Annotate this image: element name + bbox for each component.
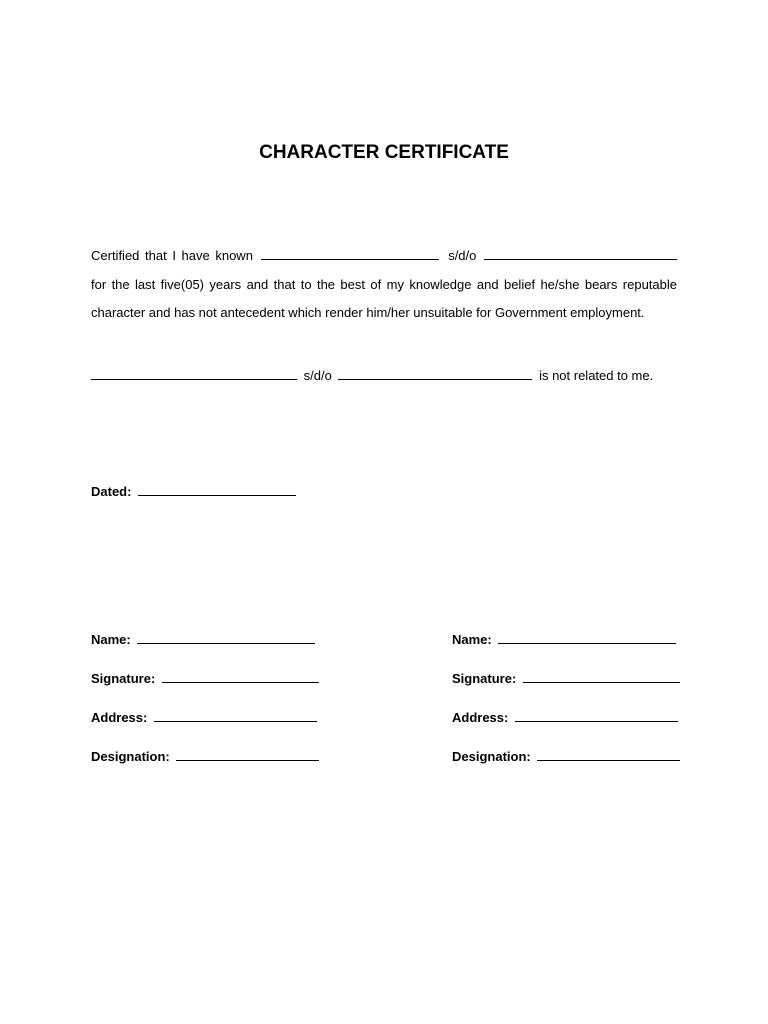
dated-label: Dated:	[91, 484, 132, 499]
certificate-paragraph	[91, 242, 677, 328]
right-designation-blank[interactable]	[537, 748, 680, 761]
intro-text: Certified that I have known	[91, 248, 253, 263]
right-address-label: Address:	[452, 710, 509, 725]
page-title: CHARACTER CERTIFICATE	[259, 142, 509, 163]
body-text: for the last five(05) years and that to the best of my knowledge and belief he/she bears reputable character and has not antecedent which render him/her unsuitable for Government employment.	[91, 276, 677, 320]
right-address-line	[452, 709, 678, 725]
right-signature-blank[interactable]	[523, 670, 680, 683]
left-address-label: Address:	[91, 710, 148, 725]
person-name-blank[interactable]	[261, 247, 439, 260]
parent-name-blank[interactable]	[484, 247, 677, 260]
left-name-blank[interactable]	[137, 631, 315, 644]
left-address-line	[91, 709, 317, 725]
right-designation-label: Designation:	[452, 749, 531, 764]
right-address-blank[interactable]	[515, 709, 678, 722]
relation-tail-text: is not related to me.	[539, 368, 654, 383]
left-designation-line	[91, 748, 319, 764]
left-designation-blank[interactable]	[176, 748, 319, 761]
left-signature-line	[91, 670, 319, 686]
left-designation-label: Designation:	[91, 749, 170, 764]
relation-parent-blank[interactable]	[338, 367, 532, 380]
relation-line	[91, 367, 653, 383]
right-designation-line	[452, 748, 680, 764]
relation-person-blank[interactable]	[91, 367, 297, 380]
right-name-label: Name:	[452, 632, 492, 647]
relation-sdo-text: s/d/o	[303, 368, 332, 383]
dated-blank[interactable]	[138, 483, 296, 496]
right-signature-label: Signature:	[452, 671, 517, 686]
dated-line	[91, 483, 296, 499]
right-signature-line	[452, 670, 680, 686]
left-address-blank[interactable]	[154, 709, 317, 722]
right-name-line	[452, 631, 676, 647]
left-name-line	[91, 631, 315, 647]
right-name-blank[interactable]	[498, 631, 676, 644]
left-signature-blank[interactable]	[162, 670, 319, 683]
sdo-text: s/d/o	[448, 248, 477, 263]
left-name-label: Name:	[91, 632, 131, 647]
left-signature-label: Signature:	[91, 671, 156, 686]
